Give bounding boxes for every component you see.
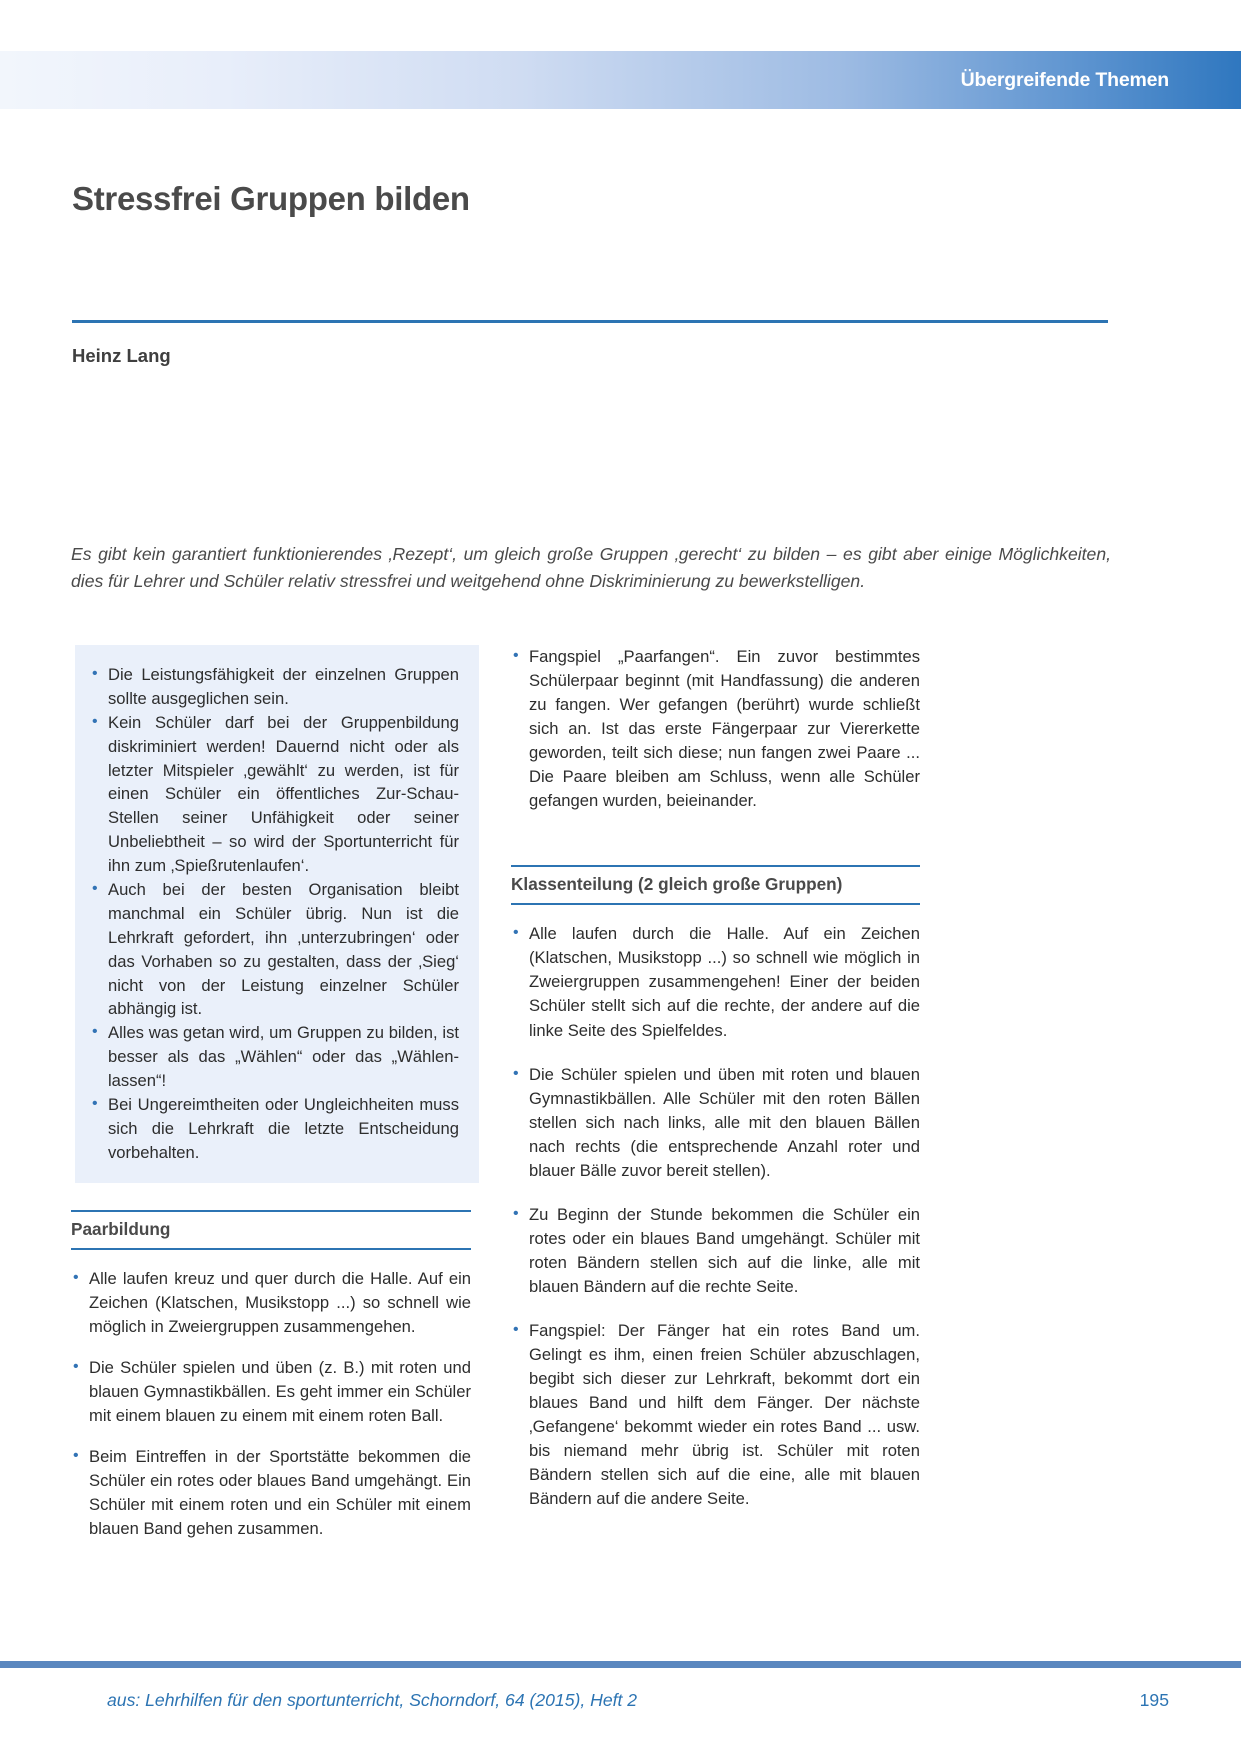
- section-heading-klassenteilung: [511, 865, 920, 905]
- list-item: • Alle laufen kreuz und quer durch die Halle. Auf ein Zeichen (Klatschen, Musikstopp ...) so schnell wie möglich in Zweiergruppen zusammengehen.: [71, 1267, 471, 1339]
- section-klassenteilung: [511, 865, 920, 1511]
- list-item: • Alle laufen durch die Halle. Auf ein Zeichen (Klatschen, Musikstopp ...) so schnell wie möglich in Zweiergruppen zusammengehen! Einer der beiden Schüler stellt sich auf die rechte, der andere auf die linke Seite des Spielfeldes.: [511, 922, 920, 1042]
- list-item: • Fangspiel „Paarfangen“. Ein zuvor bestimmtes Schülerpaar beginnt (mit Handfassung) die anderen zu fangen. Wer gefangen (berührt) wurde schließt sich an. Ist das erste Fängerpaar zur Viererkette geworden, teilt sich diese; nun fangen zwei Paare ... Die Paare bleiben am Schluss, wenn alle Schüler gefangen wurden, beieinander.: [511, 645, 920, 813]
- principles-highlight-box: [75, 645, 479, 1183]
- list-item: • Fangspiel: Der Fänger hat ein rotes Band um. Gelingt es ihm, einen freien Schüler abzuschlagen, begibt sich dieser zur Lehrkraft, bekommt dort ein blaues Band und hilft dem Fänger. Der nächste ‚Gefangene‘ bekommt wieder ein rotes Band ... usw. bis niemand mehr übrig ist. Schüler mit roten Bändern stellen sich auf die eine, alle mit blauen Bändern auf die andere Seite.: [511, 1319, 920, 1511]
- list-item: • Die Schüler spielen und üben (z. B.) mit roten und blauen Gymnastikbällen. Es geht immer ein Schüler mit einem blauen zu einem mit einem roten Ball.: [71, 1356, 471, 1428]
- page-title: Stressfrei Gruppen bilden: [72, 180, 470, 218]
- list-item: • Die Schüler spielen und üben mit roten und blauen Gymnastikbällen. Alle Schüler mit den roten Bällen stellen sich nach links, alle mit den blauen Bällen nach rechts (die entsprechende Anzahl roter und blauer Bälle zuvor bereit stellen).: [511, 1063, 920, 1183]
- klassenteilung-list: [511, 922, 920, 1511]
- list-item: • Kein Schüler darf bei der Gruppenbildung diskriminiert werden! Dauernd nicht oder als letzter Mitspieler ‚gewählt‘ zu werden, ist für einen Schüler ein öffentliches Zur-Schau-Stellen seiner Unfähigkeit oder seiner Unbeliebtheit – so wird der Sportunterricht für ihn zum ‚Spießrutenlaufen‘.: [89, 711, 459, 878]
- section-heading-label: Paarbildung: [71, 1218, 171, 1239]
- list-item: • Zu Beginn der Stunde bekommen die Schüler ein rotes oder ein blaues Band umgehängt. Schüler mit roten Bändern stellen sich auf die linke, alle mit blauen Bändern auf die rechte Seite.: [511, 1203, 920, 1299]
- left-column: [71, 645, 471, 1541]
- page-footer: [0, 1690, 1241, 1711]
- article-body: [71, 645, 1111, 1541]
- header-category-label: Übergreifende Themen: [960, 68, 1169, 91]
- article-author: Heinz Lang: [72, 345, 171, 366]
- section-heading-label: Klassenteilung (2 gleich große Gruppen): [511, 874, 843, 895]
- page-number: 195: [1139, 1690, 1169, 1710]
- article-abstract: Es gibt kein garantiert funktionierendes ‚Rezept‘, um gleich große Gruppen ‚gerecht‘ zu bilden – es gibt aber einige Möglichkeiten, dies für Lehrer und Schüler relativ stressfrei und weitgehend ohne Diskriminierung zu bewerkstelligen.: [71, 544, 1111, 591]
- paarbildung-list: [71, 1267, 471, 1541]
- title-divider: [72, 320, 1108, 323]
- list-item: • Beim Eintreffen in der Sportstätte bekommen die Schüler ein rotes oder blaues Band umgehängt. Ein Schüler mit einem roten und ein Schüler mit einem blauen Band gehen zusammen.: [71, 1445, 471, 1541]
- footer-divider: [0, 1661, 1241, 1668]
- right-column: [511, 645, 920, 1541]
- header-banner: [0, 51, 1241, 109]
- paarfangen-list: [511, 645, 920, 813]
- principles-list: [89, 663, 459, 1165]
- list-item: • Alles was getan wird, um Gruppen zu bilden, ist besser als das „Wählen“ oder das „Wählen-lassen“!: [89, 1021, 459, 1093]
- section-heading-paarbildung: [71, 1210, 471, 1250]
- list-item: • Bei Ungereimtheiten oder Ungleichheiten muss sich die Lehrkraft die letzte Entscheidung vorbehalten.: [89, 1093, 459, 1165]
- list-item: • Die Leistungsfähigkeit der einzelnen Gruppen sollte ausgeglichen sein.: [89, 663, 459, 711]
- section-paarbildung: [71, 1210, 471, 1541]
- footer-source-citation: aus: Lehrhilfen für den sportunterricht, Schorndorf, 64 (2015), Heft 2: [107, 1690, 638, 1710]
- list-item: • Auch bei der besten Organisation bleibt manchmal ein Schüler übrig. Nun ist die Lehrkraft gefordert, ihn ‚unterzubringen‘ oder das Vorhaben so zu gestalten, dass der ‚Sieg‘ nicht von der Leistung einzelner Schüler abhängig ist.: [89, 878, 459, 1021]
